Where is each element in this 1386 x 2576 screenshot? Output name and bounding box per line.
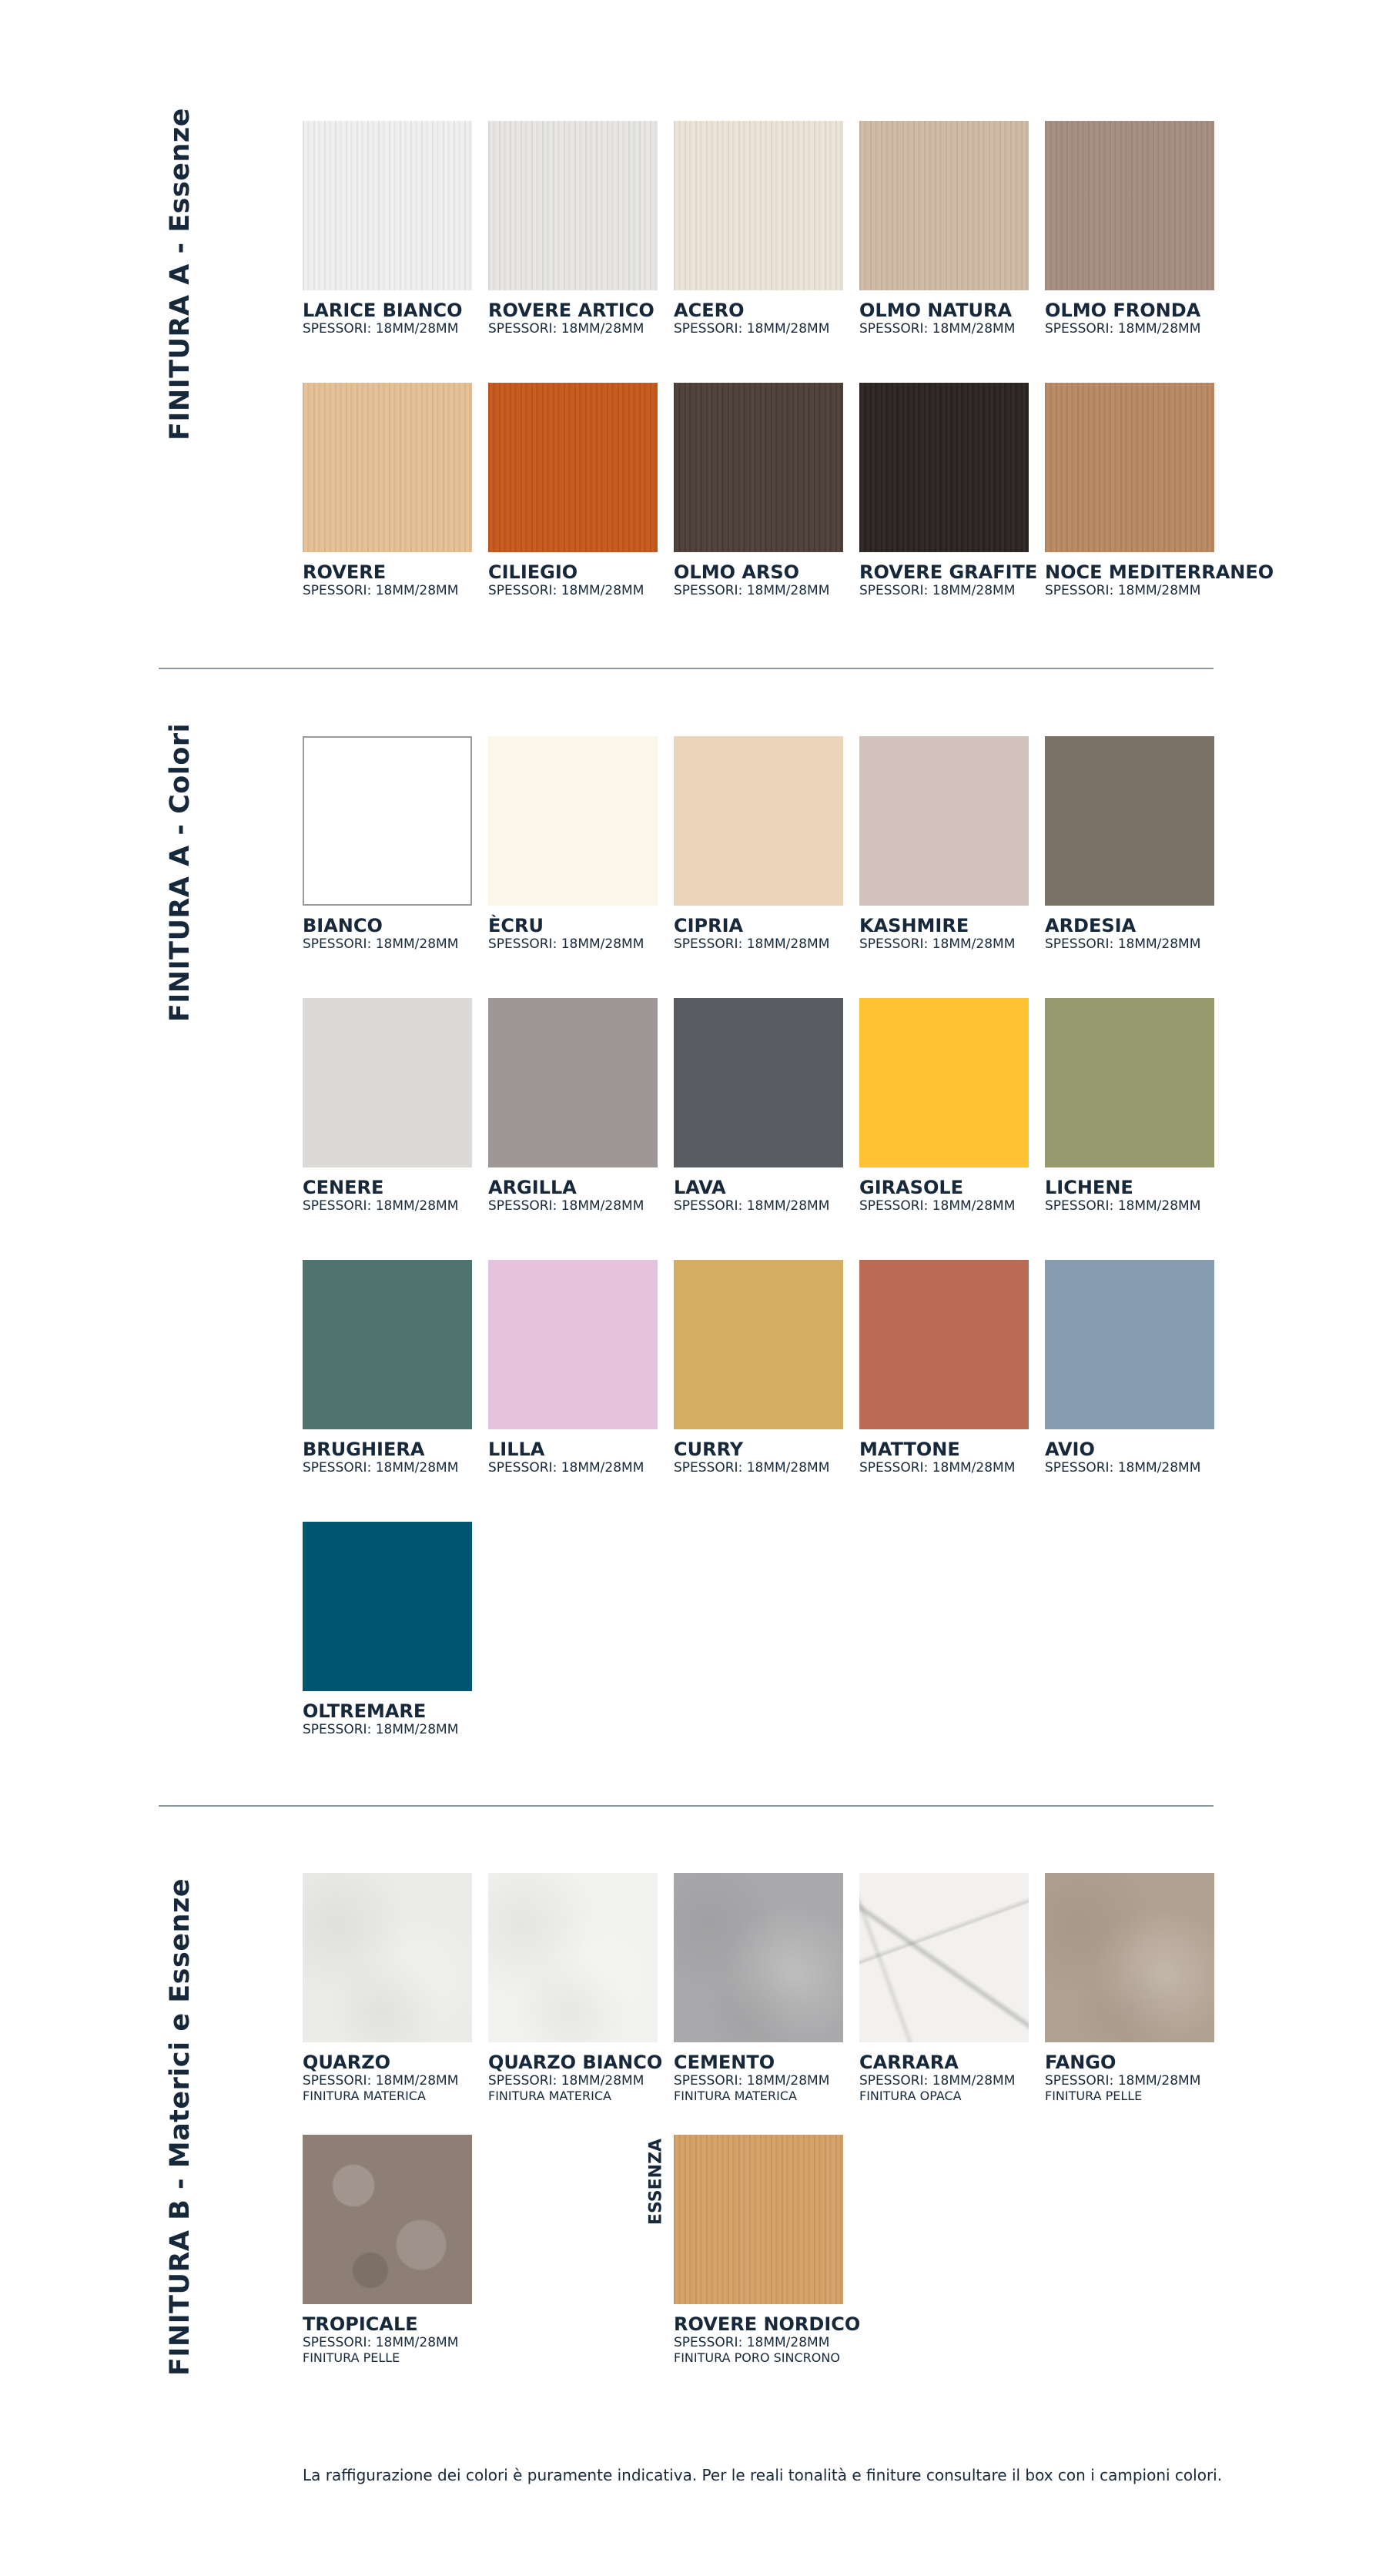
swatch-name: NOCE MEDITERRANEO — [1045, 561, 1274, 583]
swatch-item — [488, 1873, 663, 2135]
color-swatch — [859, 998, 1029, 1167]
color-swatch — [303, 736, 472, 906]
swatch-name: OLMO ARSO — [674, 561, 800, 583]
swatch-spec: SPESSORI: 18MM/28MM — [488, 2073, 644, 2089]
swatch-item — [488, 998, 658, 1260]
color-swatch — [303, 1522, 472, 1691]
color-swatch — [859, 1873, 1029, 2042]
section-title-materici: FINITURA B - Materici e Essenze — [165, 1878, 196, 2377]
swatch-name: OLMO NATURA — [859, 300, 1013, 321]
swatch-name: ARDESIA — [1045, 915, 1137, 936]
swatch-item — [859, 121, 1029, 383]
color-swatch — [303, 121, 472, 290]
swatch-finish-note: FINITURA PELLE — [1045, 2089, 1143, 2103]
swatch-item — [1045, 998, 1214, 1260]
color-swatch — [488, 1260, 658, 1429]
swatch-finish-note: FINITURA PELLE — [303, 2350, 400, 2365]
color-swatch — [859, 383, 1029, 552]
swatch-item — [1045, 121, 1214, 383]
disclaimer: La raffigurazione dei colori è puramente indicativa. Per le reali tonalità e finiture consultare il box con i campioni colori. — [303, 2466, 1223, 2484]
section-title-colori: FINITURA A - Colori — [165, 722, 196, 1023]
color-swatch — [674, 998, 843, 1167]
swatch-item — [674, 121, 843, 383]
swatch-spec: SPESSORI: 18MM/28MM — [303, 1460, 459, 1476]
swatch-item — [303, 1873, 472, 2135]
swatch-item — [859, 736, 1029, 998]
swatch-name: CEMENTO — [674, 2052, 775, 2073]
swatch-finish-note: FINITURA MATERICA — [488, 2089, 611, 2103]
swatch-finish-note: FINITURA OPACA — [859, 2089, 962, 2103]
swatch-name: CIPRIA — [674, 915, 744, 936]
swatch-item — [674, 2135, 861, 2397]
swatch-finish-note: FINITURA MATERICA — [303, 2089, 426, 2103]
swatch-spec: SPESSORI: 18MM/28MM — [303, 2073, 459, 2089]
color-swatch — [488, 121, 658, 290]
section-title-essenze: FINITURA A - Essenze — [165, 107, 196, 441]
essenze-grid — [303, 121, 1274, 645]
color-swatch — [1045, 736, 1214, 906]
swatch-spec: SPESSORI: 18MM/28MM — [488, 1460, 644, 1476]
color-swatch — [303, 1260, 472, 1429]
color-swatch — [674, 383, 843, 552]
swatch-item — [303, 736, 472, 998]
divider — [159, 1805, 1214, 1807]
color-swatch — [303, 2135, 472, 2304]
swatch-name: BIANCO — [303, 915, 383, 936]
swatch-name: ROVERE — [303, 561, 387, 583]
swatch-name: CURRY — [674, 1439, 744, 1460]
color-swatch — [674, 1260, 843, 1429]
swatch-item — [674, 998, 843, 1260]
swatch-item — [488, 1260, 658, 1522]
swatch-item — [859, 998, 1029, 1260]
swatch-spec: SPESSORI: 18MM/28MM — [303, 1722, 459, 1737]
color-swatch — [674, 736, 843, 906]
swatch-spec: SPESSORI: 18MM/28MM — [859, 1460, 1016, 1476]
color-swatch — [303, 1873, 472, 2042]
color-swatch — [1045, 1873, 1214, 2042]
color-swatch — [303, 383, 472, 552]
swatch-item — [674, 736, 843, 998]
colori-grid — [303, 736, 1214, 1784]
color-swatch — [488, 383, 658, 552]
swatch-item — [674, 1260, 843, 1522]
swatch-item — [303, 121, 472, 383]
swatch-name: MATTONE — [859, 1439, 960, 1460]
swatch-spec: SPESSORI: 18MM/28MM — [859, 583, 1016, 598]
swatch-spec: SPESSORI: 18MM/28MM — [859, 936, 1016, 952]
swatch-name: ACERO — [674, 300, 745, 321]
swatch-name: OLTREMARE — [303, 1700, 427, 1722]
swatch-item — [859, 1260, 1029, 1522]
swatch-name: QUARZO BIANCO — [488, 2052, 663, 2073]
swatch-name: LAVA — [674, 1177, 726, 1198]
swatch-item — [488, 736, 658, 998]
swatch-item — [488, 121, 658, 383]
swatch-name: QUARZO — [303, 2052, 391, 2073]
swatch-name: CILIEGIO — [488, 561, 578, 583]
swatch-name: AVIO — [1045, 1439, 1095, 1460]
swatch-item — [1045, 1260, 1214, 1522]
swatch-spec: SPESSORI: 18MM/28MM — [303, 936, 459, 952]
swatch-spec: SPESSORI: 18MM/28MM — [303, 1198, 459, 1214]
swatch-spec: SPESSORI: 18MM/28MM — [303, 583, 459, 598]
swatch-spec: SPESSORI: 18MM/28MM — [488, 321, 644, 337]
color-swatch — [1045, 383, 1214, 552]
swatch-name: CARRARA — [859, 2052, 959, 2073]
swatch-spec: SPESSORI: 18MM/28MM — [674, 2335, 830, 2350]
swatch-item — [674, 1873, 843, 2135]
swatch-name: OLMO FRONDA — [1045, 300, 1201, 321]
swatch-item — [303, 1260, 472, 1522]
swatch-name: ARGILLA — [488, 1177, 577, 1198]
color-swatch — [1045, 1260, 1214, 1429]
swatch-item — [303, 998, 472, 1260]
swatch-spec: SPESSORI: 18MM/28MM — [1045, 936, 1201, 952]
swatch-item — [1045, 736, 1214, 998]
color-swatch — [1045, 998, 1214, 1167]
swatch-spec: SPESSORI: 18MM/28MM — [488, 583, 644, 598]
swatch-item — [1045, 383, 1274, 645]
swatch-item — [674, 383, 843, 645]
color-swatch — [674, 121, 843, 290]
swatch-name: BRUGHIERA — [303, 1439, 425, 1460]
color-swatch — [488, 1873, 658, 2042]
swatch-item — [1045, 1873, 1214, 2135]
swatch-finish-note: FINITURA MATERICA — [674, 2089, 797, 2103]
swatch-spec: SPESSORI: 18MM/28MM — [488, 1198, 644, 1214]
swatch-spec: SPESSORI: 18MM/28MM — [674, 1198, 830, 1214]
swatch-name: TROPICALE — [303, 2313, 418, 2335]
swatch-spec: SPESSORI: 18MM/28MM — [674, 2073, 830, 2089]
swatch-finish-note: FINITURA PORO SINCRONO — [674, 2350, 840, 2365]
swatch-item — [303, 1522, 472, 1784]
swatch-name: LILLA — [488, 1439, 545, 1460]
swatch-item — [303, 2135, 472, 2397]
swatch-name: ROVERE ARTICO — [488, 300, 654, 321]
swatch-spec: SPESSORI: 18MM/28MM — [674, 1460, 830, 1476]
swatch-name: GIRASOLE — [859, 1177, 964, 1198]
swatch-spec: SPESSORI: 18MM/28MM — [1045, 321, 1201, 337]
swatch-spec: SPESSORI: 18MM/28MM — [303, 2335, 459, 2350]
swatch-name: ÈCRU — [488, 915, 544, 936]
color-swatch — [859, 736, 1029, 906]
swatch-spec: SPESSORI: 18MM/28MM — [1045, 2073, 1201, 2089]
materici-grid — [303, 1873, 1214, 2397]
color-swatch — [859, 1260, 1029, 1429]
swatch-spec: SPESSORI: 18MM/28MM — [488, 936, 644, 952]
swatch-spec: SPESSORI: 18MM/28MM — [1045, 583, 1201, 598]
swatch-spec: SPESSORI: 18MM/28MM — [674, 583, 830, 598]
swatch-spec: SPESSORI: 18MM/28MM — [859, 2073, 1016, 2089]
swatch-item — [488, 383, 658, 645]
swatch-name: LICHENE — [1045, 1177, 1133, 1198]
swatch-spec: SPESSORI: 18MM/28MM — [1045, 1460, 1201, 1476]
swatch-item — [859, 383, 1038, 645]
swatch-name: CENERE — [303, 1177, 384, 1198]
essenza-tag: ESSENZA — [646, 2138, 666, 2226]
color-swatch — [1045, 121, 1214, 290]
swatch-spec: SPESSORI: 18MM/28MM — [1045, 1198, 1201, 1214]
swatch-name: LARICE BIANCO — [303, 300, 463, 321]
swatch-item — [303, 383, 472, 645]
swatch-spec: SPESSORI: 18MM/28MM — [303, 321, 459, 337]
color-swatch — [488, 998, 658, 1167]
swatch-item — [859, 1873, 1029, 2135]
color-swatch — [303, 998, 472, 1167]
color-swatch — [488, 736, 658, 906]
divider — [159, 668, 1214, 669]
swatch-spec: SPESSORI: 18MM/28MM — [674, 321, 830, 337]
swatch-name: KASHMIRE — [859, 915, 969, 936]
swatch-spec: SPESSORI: 18MM/28MM — [674, 936, 830, 952]
swatch-spec: SPESSORI: 18MM/28MM — [859, 1198, 1016, 1214]
swatch-name: FANGO — [1045, 2052, 1116, 2073]
color-swatch — [859, 121, 1029, 290]
swatch-name: ROVERE NORDICO — [674, 2313, 861, 2335]
swatch-spec: SPESSORI: 18MM/28MM — [859, 321, 1016, 337]
swatch-name: ROVERE GRAFITE — [859, 561, 1038, 583]
color-swatch — [674, 2135, 843, 2304]
color-swatch — [674, 1873, 843, 2042]
